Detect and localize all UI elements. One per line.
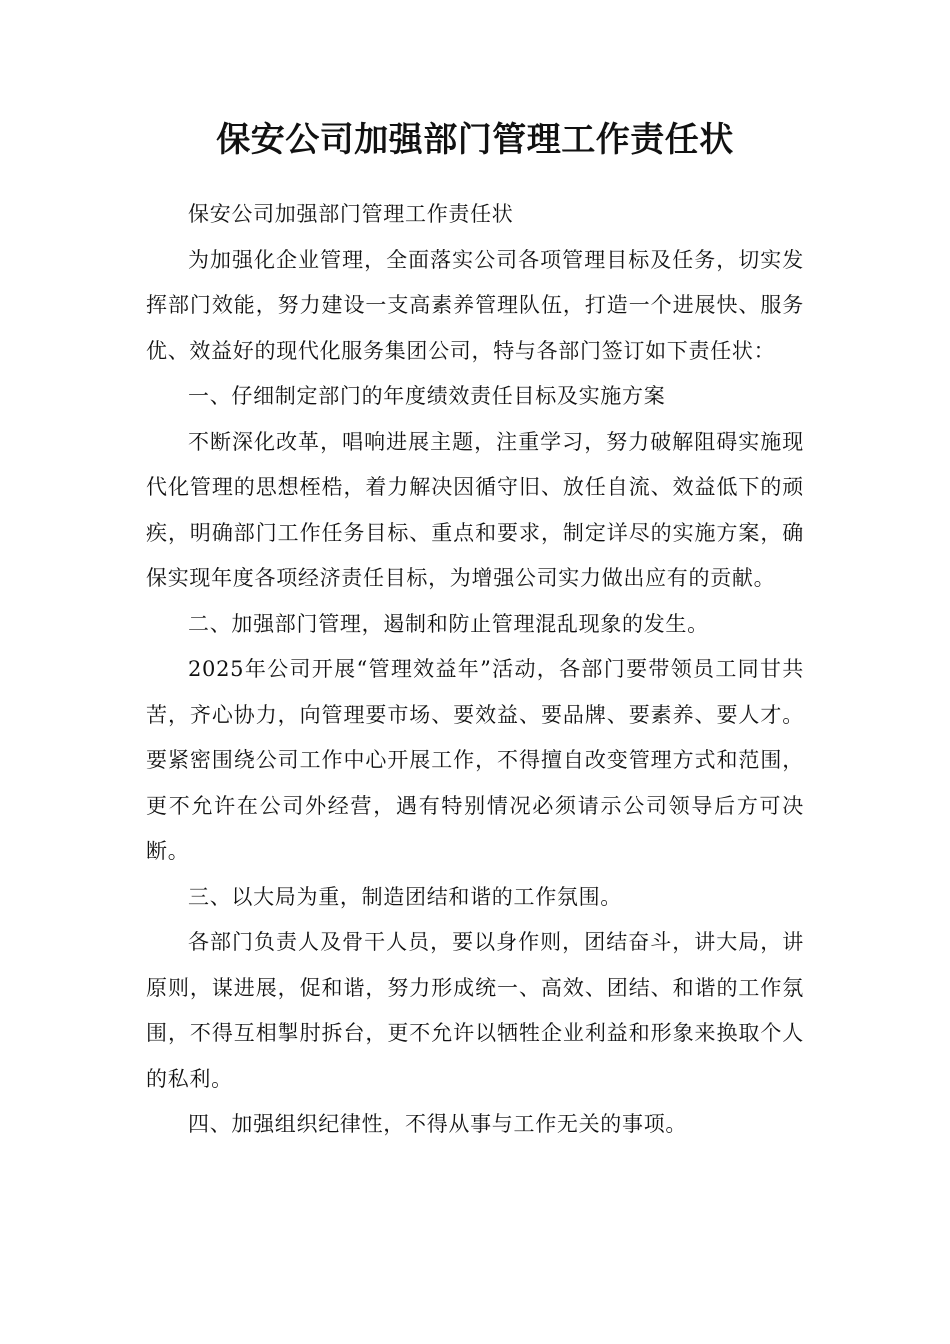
section-heading-4: 四、加强组织纪律性，不得从事与工作无关的事项。 (188, 1112, 688, 1136)
section-heading-1: 一、仔细制定部门的年度绩效责任目标及实施方案 (188, 384, 666, 408)
section-heading-3: 三、以大局为重，制造团结和谐的工作氛围。 (188, 884, 622, 909)
paragraph-intro: 为加强化企业管理，全面落实公司各项管理目标及任务，切实发挥部门效能，努力建设一支高素养管理队伍，打造一个进展快、服务优、效益好的现代化服务集团公司，特与各部门签订如下责任状： (146, 247, 804, 363)
section-body-2: 2025年公司开展“管理效益年”活动，各部门要带领员工同甘共苦，齐心协力，向管理要市场、要效益、要品牌、要素养、要人才。要紧密围绕公司工作中心开展工作，不得擅自改变管理方式和范围，更不允许在公司外经营，遇有特别情况必须请示公司领导后方可决断。 (146, 657, 804, 863)
section-heading-2: 二、加强部门管理，遏制和防止管理混乱现象的发生。 (188, 611, 709, 636)
document-title: 保安公司加强部门管理工作责任状 (216, 120, 734, 160)
section-body-1: 不断深化改革，唱响进展主题，注重学习，努力破解阻碍实施现代化管理的思想桎梏，着力解决因循守旧、放任自流、效益低下的顽疾，明确部门工作任务目标、重点和要求，制定详尽的实施方案，确保实现年度各项经济责任目标，为增强公司实力做出应有的贡献。 (146, 429, 804, 590)
paragraph-subtitle: 保安公司加强部门管理工作责任状 (188, 202, 514, 226)
section-body-3: 各部门负责人及骨干人员，要以身作则，团结奋斗，讲大局，讲原则，谋进展，促和谐，努力形成统一、高效、团结、和谐的工作氛围，不得互相掣肘拆台，更不允许以牺牲企业利益和形象来换取个人的私利。 (146, 930, 804, 1091)
